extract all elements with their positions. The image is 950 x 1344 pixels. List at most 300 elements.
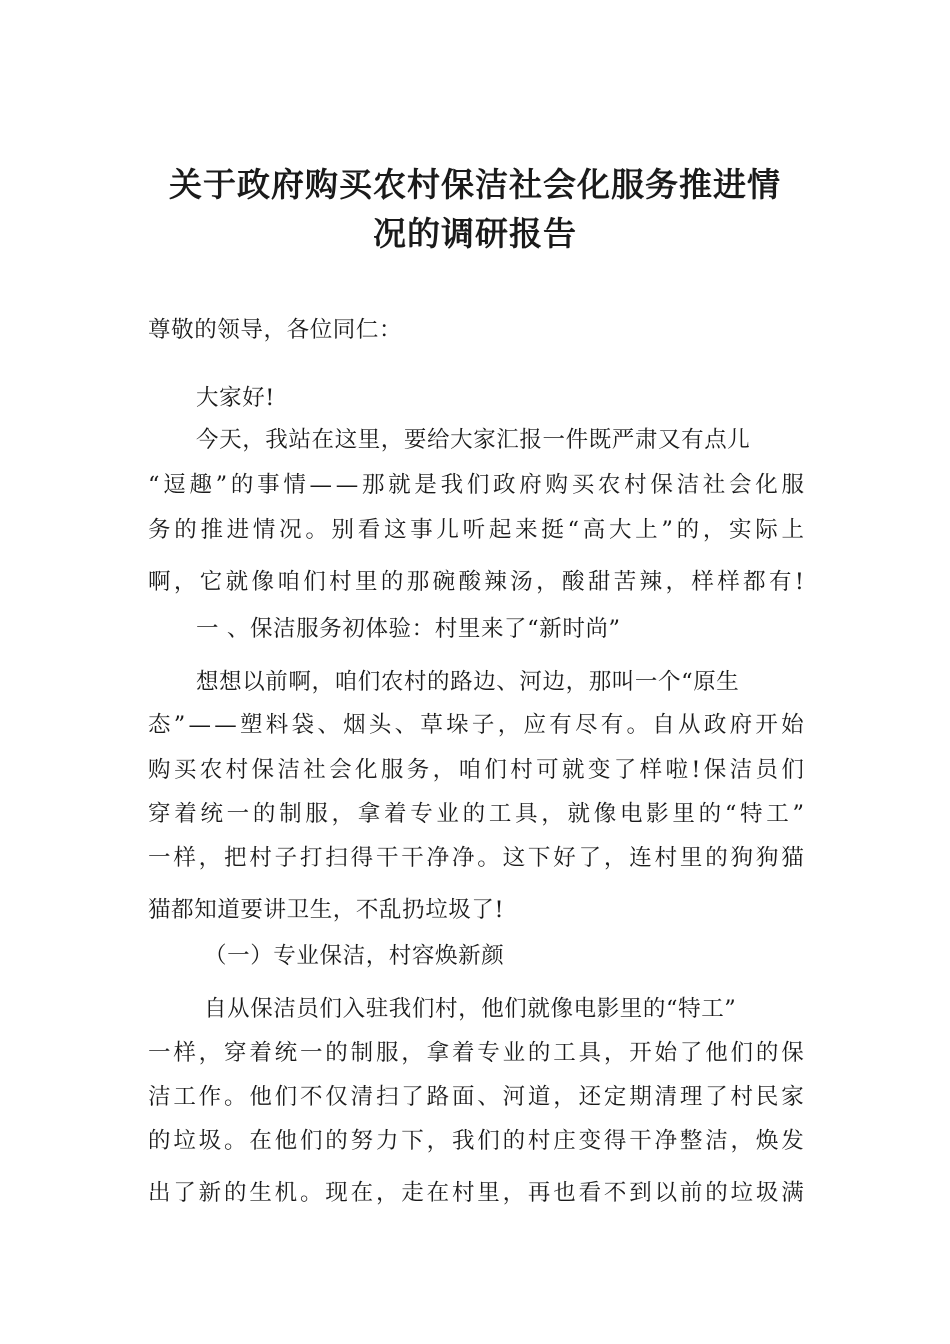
text-char: 购	[148, 757, 171, 783]
text-char: 农	[597, 472, 621, 498]
text-char: 穿	[148, 801, 171, 827]
text-char: ”	[173, 712, 186, 738]
text-char: 村	[249, 845, 272, 871]
text-char: 服	[305, 801, 328, 827]
text-char: “	[148, 472, 160, 498]
text-char: 挺	[541, 517, 564, 543]
text-char: 里	[477, 1180, 500, 1206]
text-char: 新	[198, 1180, 222, 1206]
text-char: 的	[230, 472, 254, 498]
text-char: 拿	[426, 1040, 450, 1066]
text-char: ，	[502, 1180, 526, 1206]
text-char: 了	[401, 1084, 424, 1110]
text-char: 统	[274, 1040, 298, 1066]
text-char: 具	[515, 801, 538, 827]
text-char: 工	[488, 801, 512, 827]
text-char: 路	[426, 1084, 450, 1110]
text-char: 连	[629, 845, 652, 871]
text-char: 始	[781, 712, 804, 738]
text-char: 下	[401, 1128, 424, 1154]
text-char: 自	[652, 712, 675, 738]
text-char: 政	[703, 712, 727, 738]
text-char: 前	[679, 1180, 703, 1206]
text-char: 有	[769, 569, 792, 595]
text-char: 塑	[240, 712, 263, 738]
document-title-line-2: 况的调研报告	[373, 214, 577, 253]
text-char: 来	[515, 517, 538, 543]
text-char: 购	[545, 472, 568, 498]
text-char: 了	[173, 1180, 196, 1206]
text-char: 看	[578, 1180, 602, 1206]
text-char: 的	[223, 1180, 247, 1206]
text-char: 清	[654, 1084, 678, 1110]
text-char: 村	[654, 845, 678, 871]
text-char: 好	[553, 845, 576, 871]
text-char: 的	[325, 1040, 348, 1066]
text-char: 这	[502, 845, 526, 871]
text-char: 咱	[277, 569, 300, 595]
text-char: 洁	[705, 1128, 728, 1154]
text-char: 现	[325, 1180, 348, 1206]
text-char: 头	[368, 712, 392, 738]
text-char: 河	[502, 1084, 526, 1110]
text-char: 村	[527, 1128, 551, 1154]
subsection1-line	[148, 1080, 804, 1114]
text-char: 辣	[484, 569, 507, 595]
text-char: 服	[375, 1040, 399, 1066]
text-char: 了	[679, 1040, 703, 1066]
text-char: 村	[510, 757, 533, 783]
text-char: ，	[702, 517, 726, 543]
text-char: 儿	[436, 517, 459, 543]
text-char: 着	[174, 801, 197, 827]
text-char: ，	[730, 1128, 754, 1154]
text-char: ，	[665, 569, 689, 595]
text-char: 干	[629, 1128, 652, 1154]
text-char: 定	[603, 1084, 627, 1110]
text-char: 的	[148, 1128, 171, 1154]
text-char: 务	[406, 757, 430, 783]
text-char: 社	[702, 472, 726, 498]
text-char: 家	[781, 1084, 804, 1110]
text-char: 样	[639, 757, 663, 783]
subsection-heading: （一）专业保洁，村容焕新颜	[204, 943, 505, 969]
text-char: 趣	[189, 472, 212, 498]
text-char: 作	[198, 1084, 222, 1110]
text-char: 、	[317, 712, 340, 738]
text-char: 化	[355, 757, 378, 783]
text-char: 扫	[325, 845, 348, 871]
text-char: 一	[148, 1040, 171, 1066]
text-char: 的	[380, 569, 404, 595]
text-char: 力	[375, 1128, 399, 1154]
text-char: 业	[436, 801, 459, 827]
text-char: 员	[755, 757, 779, 783]
text-char: !	[691, 757, 701, 783]
subsection1-line	[148, 1176, 804, 1210]
text-char: 样	[173, 845, 196, 871]
text-char: 府	[729, 712, 753, 738]
text-char: 特	[740, 801, 763, 827]
text-char: 狗	[730, 845, 754, 871]
text-char: 的	[174, 517, 197, 543]
text-char: 净	[426, 845, 450, 871]
text-char: 村	[730, 1084, 754, 1110]
text-char: 。	[223, 1128, 247, 1154]
text-char: 从	[678, 712, 701, 738]
text-char: !	[794, 569, 804, 595]
text-char: 工	[553, 1040, 576, 1066]
text-char: ”	[792, 801, 804, 827]
text-char: 里	[679, 845, 703, 871]
text-char: 不	[299, 1084, 323, 1110]
text-char: 他	[274, 1128, 298, 1154]
text-char: 影	[646, 801, 669, 827]
text-char: ”	[661, 517, 673, 543]
text-char: 大	[608, 517, 632, 543]
text-char: 的	[705, 845, 728, 871]
text-char: 像	[251, 569, 275, 595]
section1-line	[148, 797, 804, 831]
text-char: ，	[553, 1084, 576, 1110]
text-char: 的	[755, 1040, 779, 1066]
text-char: ，	[198, 845, 222, 871]
greeting: 大家好!	[196, 385, 275, 411]
text-char: 们	[303, 569, 326, 595]
text-char: 开	[755, 712, 778, 738]
text-char: 净	[654, 1128, 678, 1154]
text-char: 制	[350, 1040, 374, 1066]
text-char: 工	[766, 801, 789, 827]
text-char: 村	[329, 569, 352, 595]
text-char: 样	[691, 569, 714, 595]
text-char: 服	[781, 472, 804, 498]
text-char: ，	[198, 1040, 222, 1066]
text-char: 务	[148, 517, 171, 543]
text-char: 始	[654, 1040, 678, 1066]
text-char: 应	[523, 712, 546, 738]
text-char: 就	[567, 801, 591, 827]
subsection1-line: 自从保洁员们入驻我们村，他们就像电影里的“特工”	[204, 996, 737, 1022]
text-char: 洁	[148, 1084, 171, 1110]
text-char: 。	[299, 1180, 323, 1206]
text-char: 们	[466, 472, 490, 498]
text-char: 焕	[755, 1128, 779, 1154]
text-char: 服	[380, 757, 404, 783]
text-char: 事	[257, 472, 280, 498]
salutation: 尊敬的领导，各位同仁：	[148, 317, 403, 343]
text-char: 实	[729, 517, 752, 543]
text-char: 样	[173, 1040, 196, 1066]
text-char: 期	[629, 1084, 652, 1110]
text-char: 那	[361, 472, 385, 498]
text-char: 我	[440, 472, 464, 498]
text-char: 下	[527, 845, 551, 871]
text-char: 生	[249, 1180, 272, 1206]
text-char: 专	[477, 1040, 500, 1066]
text-char: 的	[252, 801, 276, 827]
text-char: 扫	[375, 1084, 399, 1110]
text-char: 们	[477, 1128, 500, 1154]
text-char: 变	[578, 1128, 602, 1154]
subsection1-line	[148, 1124, 804, 1158]
intro-line	[148, 565, 804, 599]
text-char: 理	[679, 1084, 703, 1110]
text-char: 得	[350, 845, 374, 871]
text-char: 着	[249, 1040, 272, 1066]
text-char: 保	[703, 757, 727, 783]
text-char: 村	[624, 472, 647, 498]
section1-line: 猫都知道要讲卫生，不乱扔垃圾了!	[148, 897, 505, 923]
text-char: ，	[426, 1128, 450, 1154]
text-char: 政	[493, 472, 516, 498]
text-char: 看	[357, 517, 381, 543]
intro-line	[148, 468, 804, 502]
text-char: ，	[603, 845, 627, 871]
text-char: 们	[299, 1128, 323, 1154]
text-char: 汤	[510, 569, 533, 595]
text-char: 进	[226, 517, 250, 543]
text-char: 逗	[163, 472, 186, 498]
text-char: 保	[650, 472, 673, 498]
text-char: ”	[215, 472, 228, 498]
text-char: 的	[527, 1040, 551, 1066]
text-char: 。	[223, 1084, 247, 1110]
text-char: 在	[426, 1180, 450, 1206]
text-char: ，	[375, 1180, 399, 1206]
text-char: 洁	[277, 757, 300, 783]
section1-line	[148, 753, 804, 787]
text-char: 、	[394, 712, 418, 738]
text-char: 发	[781, 1128, 804, 1154]
text-char: 这	[383, 517, 407, 543]
text-char: 打	[299, 845, 323, 871]
text-char: ，	[536, 569, 559, 595]
text-char: 尽	[574, 712, 598, 738]
text-char: 听	[462, 517, 486, 543]
text-char: 子	[274, 845, 298, 871]
text-char: ，	[331, 801, 355, 827]
text-char: 酸	[562, 569, 585, 595]
text-char: 一	[148, 845, 171, 871]
text-char: 的	[462, 801, 486, 827]
text-char: 情	[283, 472, 306, 498]
text-char: 统	[200, 801, 223, 827]
text-char: 像	[593, 801, 617, 827]
text-char: 了	[705, 1084, 728, 1110]
text-char: 草	[420, 712, 443, 738]
text-char: 推	[200, 517, 223, 543]
text-char: 事	[410, 517, 433, 543]
text-char: 袋	[291, 712, 315, 738]
text-char: 以	[654, 1180, 678, 1206]
text-char: 开	[629, 1040, 652, 1066]
text-char: 会	[729, 472, 752, 498]
text-char: 啦	[665, 757, 689, 783]
text-char: 府	[519, 472, 542, 498]
section1-line: 想想以前啊，咱们农村的路边、河边，那叫一个“原生	[196, 669, 740, 695]
text-char: 垃	[173, 1128, 196, 1154]
text-char: 的	[705, 1180, 728, 1206]
text-char: 净	[451, 845, 475, 871]
text-char: 就	[388, 472, 411, 498]
text-char: 干	[401, 845, 424, 871]
text-char: 别	[331, 517, 355, 543]
text-char: “	[567, 517, 580, 543]
text-char: 垃	[730, 1180, 754, 1206]
text-char: 高	[582, 517, 606, 543]
text-char: 样	[717, 569, 740, 595]
subsection1-line	[148, 1036, 804, 1070]
section-heading: 一 、保洁服务初体验：村里来了“新时尚”	[196, 616, 621, 642]
text-char: 村	[225, 757, 249, 783]
text-char: 可	[536, 757, 559, 783]
text-char: ，	[541, 801, 564, 827]
text-char: 。	[626, 712, 650, 738]
text-char: 里	[672, 801, 695, 827]
text-char: 还	[578, 1084, 602, 1110]
text-char: 甜	[587, 569, 611, 595]
text-char: 咱	[458, 757, 482, 783]
text-char: 社	[303, 757, 326, 783]
text-char: 保	[251, 757, 275, 783]
text-char: 垛	[446, 712, 469, 738]
text-char: 在	[350, 1180, 374, 1206]
text-char: 也	[553, 1180, 576, 1206]
text-char: 洁	[676, 472, 700, 498]
text-char: 猫	[781, 845, 804, 871]
text-char: 买	[571, 472, 595, 498]
text-char: 有	[549, 712, 572, 738]
text-char: 子	[471, 712, 495, 738]
intro-line	[148, 513, 804, 547]
section1-line	[148, 708, 804, 742]
text-char: 都	[743, 569, 766, 595]
text-char: “	[724, 801, 737, 827]
text-char: —	[309, 472, 333, 498]
text-char: 变	[587, 757, 611, 783]
text-char: 的	[502, 1128, 526, 1154]
text-char: 一	[226, 801, 250, 827]
text-char: 不	[603, 1180, 627, 1206]
text-char: ，	[401, 1040, 424, 1066]
text-char: 上	[781, 517, 804, 543]
text-char: —	[188, 712, 212, 738]
text-char: ，	[603, 1040, 627, 1066]
text-char: 会	[329, 757, 352, 783]
text-char: 道	[527, 1084, 551, 1110]
text-char: 。	[477, 845, 500, 871]
text-char: 它	[199, 569, 223, 595]
text-char: 料	[265, 712, 289, 738]
text-char: 圾	[755, 1180, 779, 1206]
text-char: 工	[173, 1084, 196, 1110]
text-char: ，	[173, 569, 197, 595]
text-char: 烟	[343, 712, 366, 738]
text-char: 起	[488, 517, 512, 543]
text-char: 具	[578, 1040, 602, 1066]
text-char: 情	[252, 517, 276, 543]
text-char: 化	[755, 472, 778, 498]
text-char: 就	[225, 569, 249, 595]
text-char: 出	[148, 1180, 171, 1206]
text-char: 努	[350, 1128, 374, 1154]
document-title-line-1: 关于政府购买农村保洁社会化服务推进情	[169, 165, 781, 204]
text-char: 的	[676, 517, 700, 543]
text-char: 狗	[755, 845, 779, 871]
text-char: —	[335, 472, 359, 498]
text-char: 制	[279, 801, 302, 827]
text-char: 就	[562, 757, 585, 783]
text-char: 民	[755, 1084, 779, 1110]
text-char: 专	[410, 801, 433, 827]
text-char: 农	[199, 757, 223, 783]
text-char: 里	[355, 569, 378, 595]
text-char: 满	[781, 1180, 804, 1206]
text-char: 我	[451, 1128, 475, 1154]
text-char: 电	[619, 801, 643, 827]
text-char: 了	[578, 845, 602, 871]
text-char: 一	[299, 1040, 323, 1066]
text-char: 辣	[639, 569, 663, 595]
text-char: 。	[305, 517, 328, 543]
text-char: 了	[613, 757, 637, 783]
text-char: 到	[629, 1180, 652, 1206]
text-char: 保	[781, 1040, 804, 1066]
text-char: 态	[148, 712, 171, 738]
text-char: 再	[527, 1180, 551, 1206]
text-char: 在	[249, 1128, 272, 1154]
text-char: 的	[325, 1128, 348, 1154]
text-char: 着	[451, 1040, 475, 1066]
text-char: 他	[705, 1040, 728, 1066]
text-char: 是	[414, 472, 437, 498]
text-char: 碗	[432, 569, 456, 595]
text-char: 有	[600, 712, 624, 738]
text-char: 况	[279, 517, 302, 543]
text-char: ，	[432, 757, 456, 783]
intro-line: 今天，我站在这里，要给大家汇报一件既严肃又有点儿	[196, 427, 751, 453]
text-char: 那	[406, 569, 430, 595]
text-char: 际	[755, 517, 778, 543]
text-char: 业	[502, 1040, 526, 1066]
text-char: 们	[484, 757, 507, 783]
text-char: 面	[451, 1084, 475, 1110]
text-char: 他	[249, 1084, 272, 1110]
text-char: 洁	[729, 757, 753, 783]
text-char: 拿	[357, 801, 381, 827]
text-char: 圾	[198, 1128, 222, 1154]
text-char: 把	[223, 845, 247, 871]
text-char: 清	[350, 1084, 374, 1110]
text-char: ，	[497, 712, 521, 738]
text-char: 们	[274, 1084, 298, 1110]
text-char: 的	[698, 801, 722, 827]
text-char: 村	[451, 1180, 475, 1206]
text-char: 庄	[553, 1128, 576, 1154]
text-char: 着	[383, 801, 407, 827]
text-char: 干	[375, 845, 399, 871]
text-char: 酸	[458, 569, 482, 595]
text-char: 仅	[325, 1084, 348, 1110]
text-char: 穿	[223, 1040, 247, 1066]
text-char: 们	[781, 757, 804, 783]
text-char: 上	[635, 517, 658, 543]
text-char: 机	[274, 1180, 298, 1206]
section1-line	[148, 841, 804, 875]
text-char: 整	[679, 1128, 703, 1154]
text-char: 们	[730, 1040, 754, 1066]
